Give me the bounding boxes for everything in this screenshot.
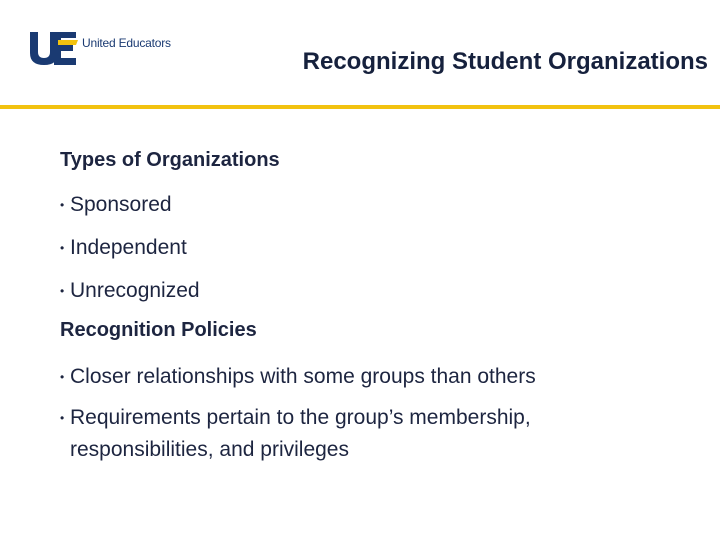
section-policies — [60, 315, 700, 466]
logo-wordmark: United Educators — [82, 36, 171, 50]
bullet-icon: • — [60, 411, 65, 425]
header-divider — [0, 105, 720, 109]
section-heading: Types of Organizations — [60, 149, 280, 171]
list-item — [60, 192, 700, 218]
slide-title: Recognizing Student Organizations — [302, 48, 708, 75]
section-heading: Recognition Policies — [60, 319, 257, 341]
list-item-text: Requirements pertain to the group’s membership, responsibilities, and privileges — [70, 406, 531, 461]
list-item-text: Sponsored — [70, 193, 172, 216]
list-item — [60, 364, 700, 390]
ue-logo-mark — [28, 28, 78, 68]
section-types — [60, 145, 700, 304]
list-item — [60, 402, 610, 466]
bullet-icon: • — [60, 370, 65, 384]
bullet-list — [60, 192, 700, 304]
slide-content — [60, 145, 700, 466]
bullet-icon: • — [60, 284, 65, 298]
list-item-text: Independent — [70, 236, 187, 259]
bullet-list — [60, 364, 700, 466]
united-educators-logo — [28, 28, 178, 68]
bullet-icon: • — [60, 198, 65, 212]
bullet-icon: • — [60, 241, 65, 255]
list-item — [60, 235, 700, 261]
list-item — [60, 278, 700, 304]
list-item-text: Closer relationships with some groups than others — [70, 365, 536, 388]
list-item-text: Unrecognized — [70, 279, 200, 302]
